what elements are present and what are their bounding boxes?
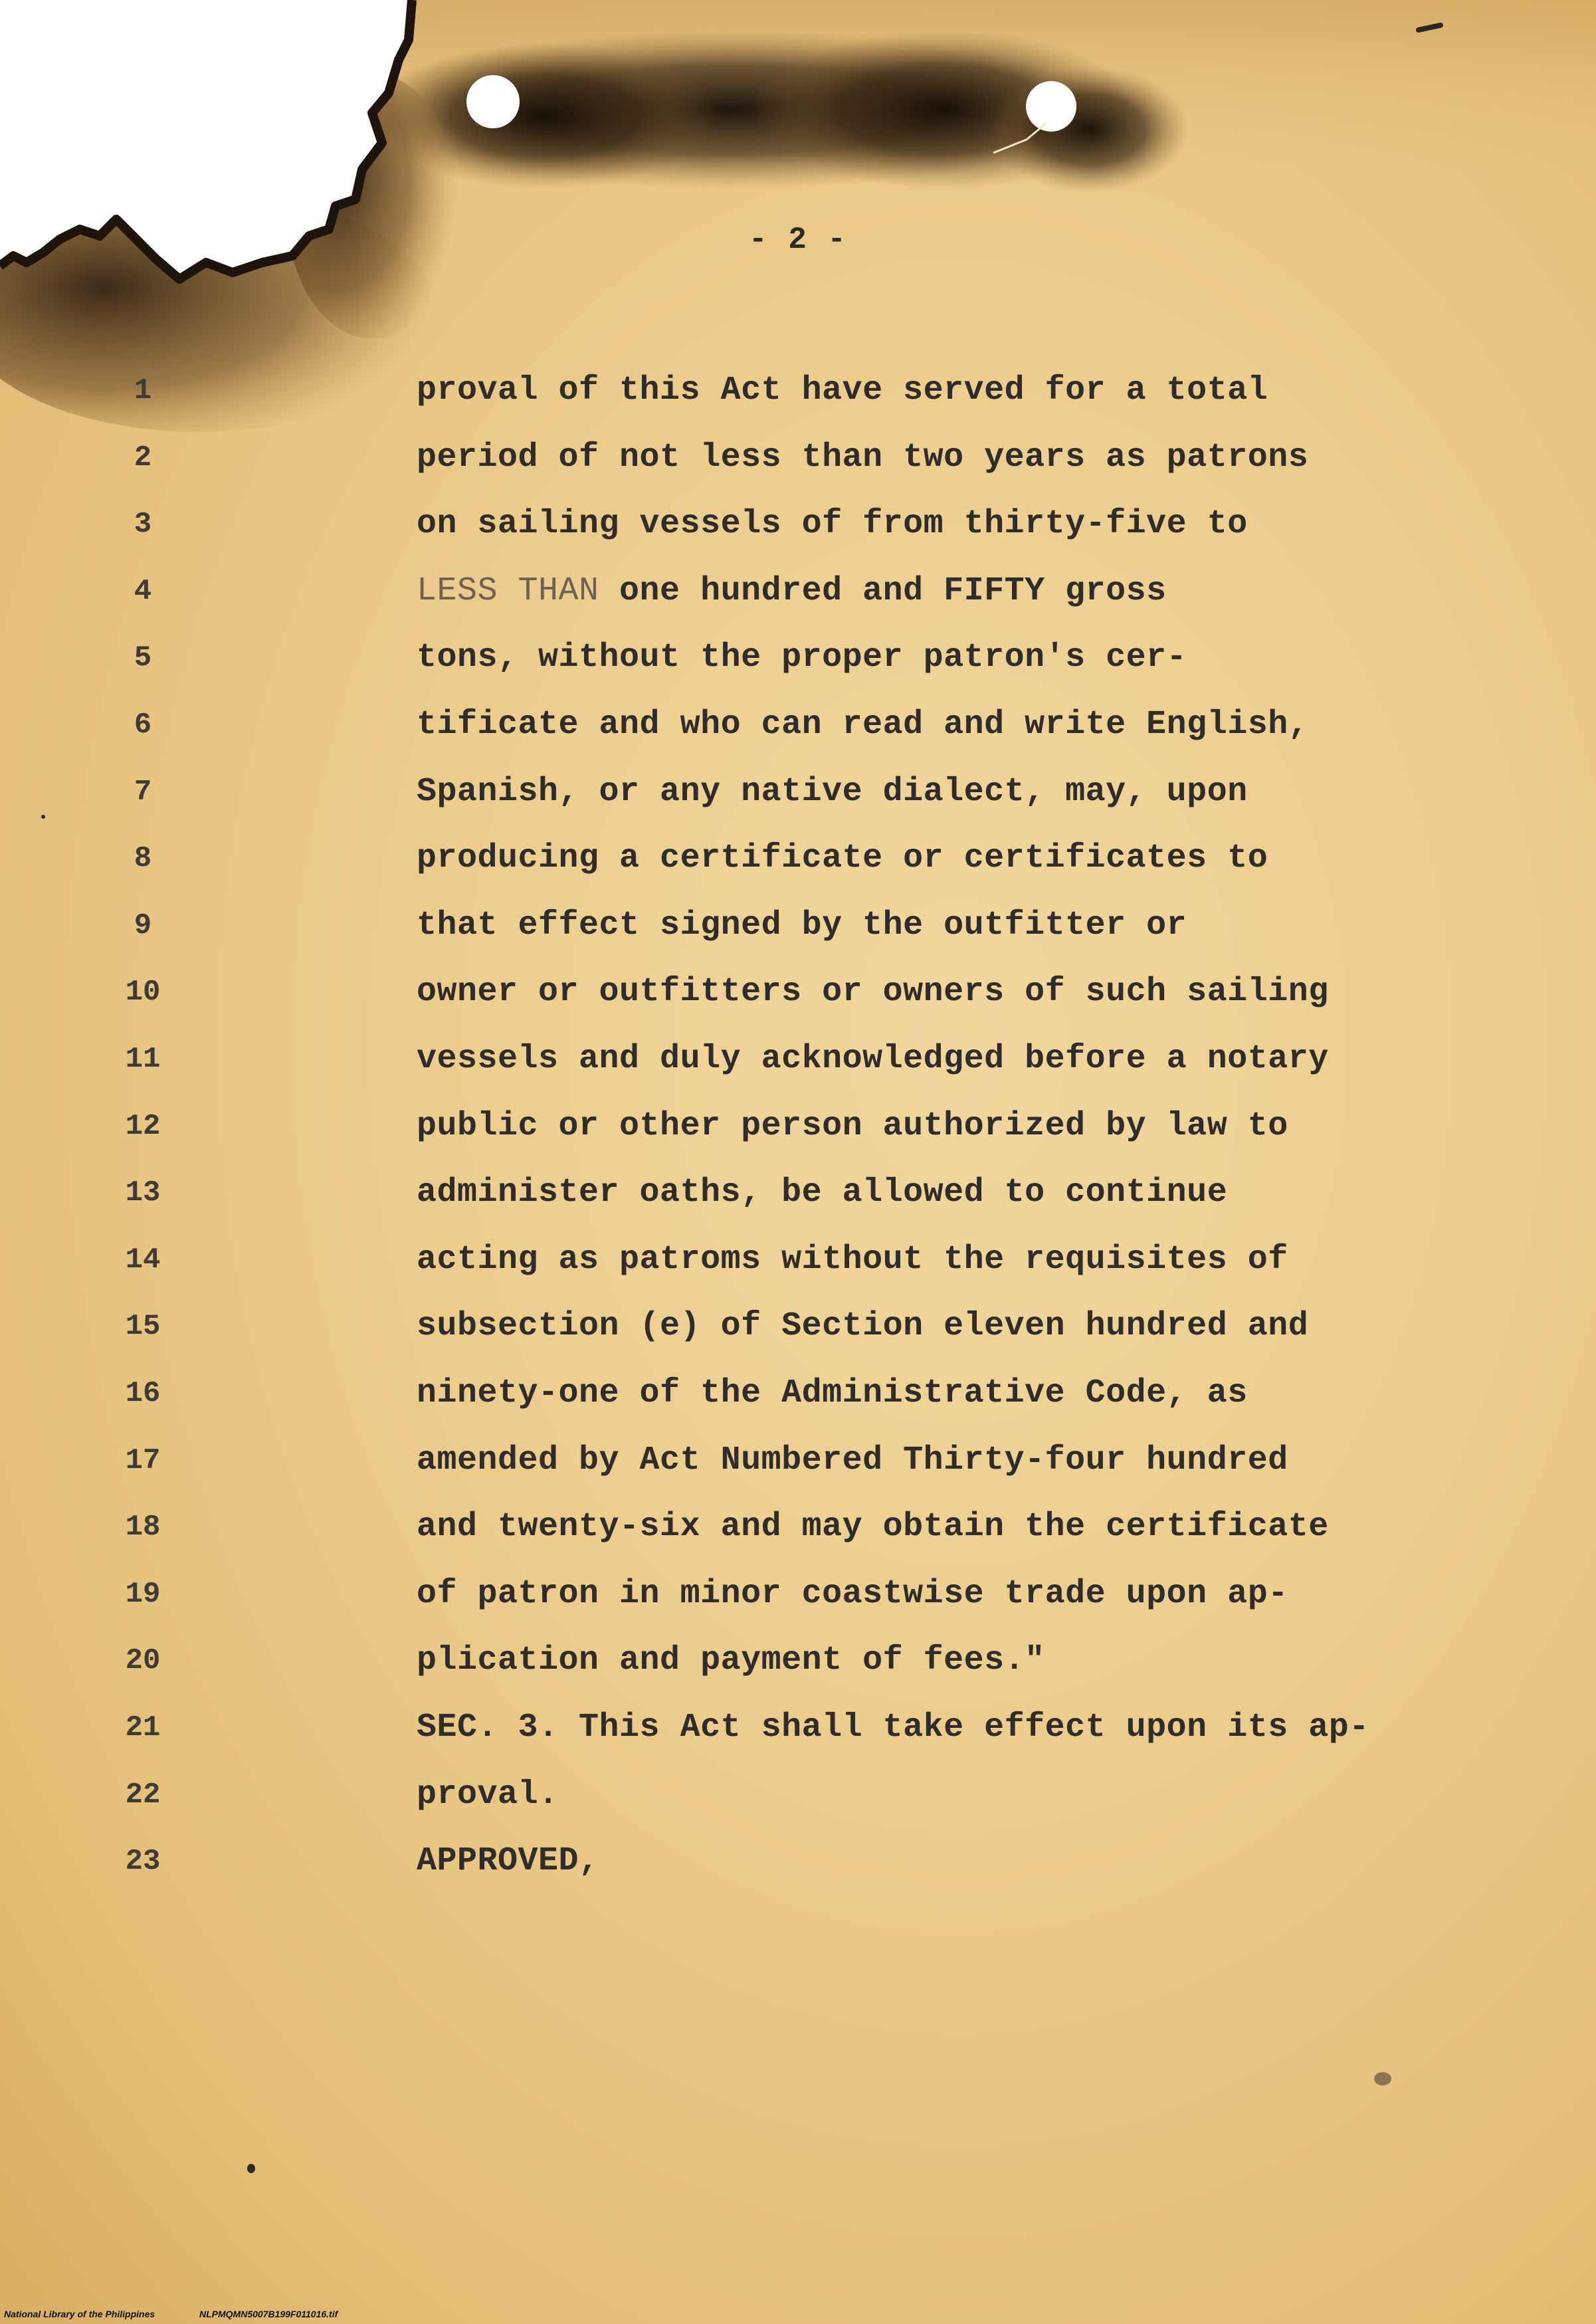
footer-credit: National Library of the Philippines xyxy=(4,2309,155,2319)
line-text: vessels and duly acknowledged before a notary xyxy=(417,1040,1329,1078)
line-number: 17 xyxy=(125,1443,161,1477)
footer-file-name: NLPMQMN5007B199F011016.tif xyxy=(199,2309,338,2319)
inserted-caps-text: LESS THAN xyxy=(417,572,599,610)
line-number: 14 xyxy=(125,1243,161,1277)
text-line xyxy=(0,491,1596,558)
text-line xyxy=(0,425,1596,491)
text-line xyxy=(0,1561,1596,1628)
text-line xyxy=(0,625,1596,691)
line-number: 6 xyxy=(134,708,152,742)
line-number: 10 xyxy=(125,976,161,1009)
line-text: owner or outfitters or owners of such sailing xyxy=(417,973,1329,1011)
text-line xyxy=(0,1762,1596,1828)
line-number: 5 xyxy=(134,641,152,675)
line-text: proval of this Act have served for a total xyxy=(417,371,1268,409)
text-line xyxy=(0,558,1596,625)
line-text: Spanish, or any native dialect, may, upon xyxy=(417,772,1248,811)
line-number: 11 xyxy=(125,1043,161,1076)
line-text: amended by Act Numbered Thirty-four hundred xyxy=(417,1441,1288,1479)
line-text xyxy=(417,572,1167,611)
line-number: 1 xyxy=(134,374,152,407)
line-number: 12 xyxy=(125,1109,161,1143)
page-number: - 2 - xyxy=(748,223,848,257)
line-text: period of not less than two years as patrons xyxy=(417,438,1309,476)
text-line xyxy=(0,1494,1596,1560)
line-number: 4 xyxy=(134,574,152,608)
line-text: proval. xyxy=(417,1775,559,1814)
line-number: 3 xyxy=(134,508,152,542)
line-text: and twenty-six and may obtain the certificate xyxy=(417,1508,1329,1546)
text-line xyxy=(0,1628,1596,1694)
line-text: plication and payment of fees." xyxy=(417,1641,1045,1680)
line-text: of patron in minor coastwise trade upon ap- xyxy=(417,1574,1288,1613)
text-line xyxy=(0,1695,1596,1761)
text-line xyxy=(0,1160,1596,1226)
text-line xyxy=(0,1227,1596,1293)
ink-speck xyxy=(41,815,45,819)
text-line xyxy=(0,1427,1596,1494)
line-number: 19 xyxy=(125,1577,161,1611)
line-text: ninety-one of the Administrative Code, as xyxy=(417,1374,1248,1412)
line-number: 7 xyxy=(134,775,152,809)
line-text: SEC. 3. This Act shall take effect upon its ap- xyxy=(417,1709,1369,1746)
text-line xyxy=(0,1293,1596,1360)
text-line xyxy=(0,1360,1596,1427)
line-text: acting as patroms without the requisites of xyxy=(417,1240,1288,1279)
line-text: tificate and who can read and write English, xyxy=(417,706,1309,744)
line-number: 15 xyxy=(125,1310,161,1344)
line-number: 9 xyxy=(134,908,152,942)
text-line xyxy=(0,1828,1596,1895)
line-number: 16 xyxy=(125,1377,161,1410)
line-number: 13 xyxy=(125,1176,161,1210)
line-text: administer oaths, be allowed to continue xyxy=(417,1174,1228,1212)
text-line xyxy=(0,692,1596,758)
line-number: 22 xyxy=(125,1778,161,1812)
ink-speck xyxy=(247,2164,255,2173)
text-line xyxy=(0,959,1596,1025)
line-text: that effect signed by the outfitter or xyxy=(417,906,1187,944)
text-line xyxy=(0,759,1596,825)
line-number: 20 xyxy=(125,1644,161,1678)
line-text-rest: one hundred and FIFTY gross xyxy=(599,572,1167,610)
line-number: 2 xyxy=(134,441,152,475)
text-line xyxy=(0,1093,1596,1160)
line-text: APPROVED, xyxy=(417,1842,599,1881)
line-text: tons, without the proper patron's cer- xyxy=(417,639,1187,677)
line-number: 23 xyxy=(125,1845,161,1879)
line-text: producing a certificate or certificates to xyxy=(417,839,1268,878)
ink-speck xyxy=(1374,2072,1391,2085)
line-text: public or other person authorized by law to xyxy=(417,1107,1288,1145)
line-text: subsection (e) of Section eleven hundred and xyxy=(417,1307,1309,1346)
line-number: 21 xyxy=(125,1711,161,1744)
line-number: 18 xyxy=(125,1511,161,1544)
text-line xyxy=(0,358,1596,424)
line-number: 8 xyxy=(134,842,152,876)
text-line xyxy=(0,893,1596,959)
line-text: on sailing vessels of from thirty-five to xyxy=(417,505,1248,544)
text-line xyxy=(0,1026,1596,1093)
text-line xyxy=(0,825,1596,892)
